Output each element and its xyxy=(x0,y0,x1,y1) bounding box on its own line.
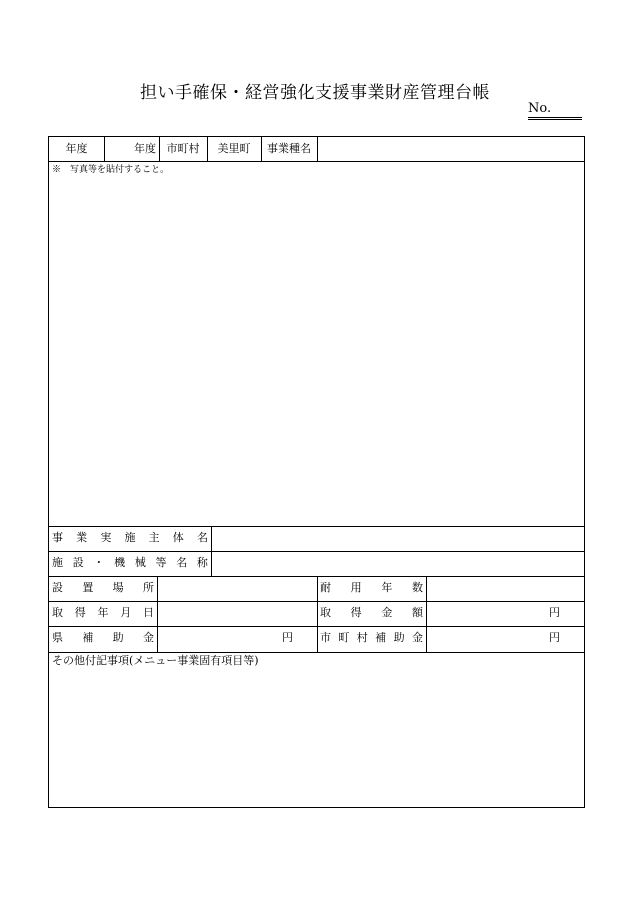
facility-name-label xyxy=(49,551,211,576)
label-char: 数 xyxy=(411,581,423,594)
label-char: 施 xyxy=(124,531,136,544)
municipal-subsidy-label xyxy=(317,626,426,652)
implementing-body-label xyxy=(49,526,211,551)
label-char: 額 xyxy=(411,606,423,619)
fiscal-year-cell-2[interactable]: 年度 xyxy=(134,142,156,155)
photo-area[interactable] xyxy=(49,177,584,526)
label-char: 置 xyxy=(82,581,94,594)
label-char: 補 xyxy=(82,631,94,644)
acquisition-date-field[interactable] xyxy=(157,601,317,626)
label-char: 取 xyxy=(320,606,331,619)
municipality-value[interactable]: 美里町 xyxy=(217,142,251,155)
municipal-subsidy-text xyxy=(317,626,426,650)
implementing-body-field[interactable] xyxy=(211,526,584,551)
label-char: 設 xyxy=(52,581,63,594)
service-life-field[interactable] xyxy=(426,576,584,601)
notes-label: その他付記事項(メニュー事業固有項目等) xyxy=(52,654,259,667)
acquisition-date-label xyxy=(49,601,157,626)
ledger-form xyxy=(48,136,585,808)
label-char: 名 xyxy=(176,556,188,569)
label-char: 助 xyxy=(112,631,124,644)
label-char: 機 xyxy=(114,556,126,569)
service-life-label xyxy=(317,576,426,601)
label-char: 市 xyxy=(320,631,331,644)
prefecture-subsidy-label xyxy=(49,626,157,652)
label-char: 月 xyxy=(120,606,132,619)
label-char: 主 xyxy=(148,531,160,544)
label-char: 金 xyxy=(142,631,154,644)
label-char: 金 xyxy=(381,606,393,619)
label-char: 日 xyxy=(143,606,154,619)
label-char: 補 xyxy=(375,631,387,644)
project-type-label: 事業種名 xyxy=(267,142,311,155)
municipality-label: 市町村 xyxy=(166,142,200,155)
acquisition-date-text xyxy=(49,601,157,625)
label-char: 耐 xyxy=(320,581,331,594)
label-char: ・ xyxy=(93,556,105,569)
project-type-value[interactable] xyxy=(317,137,585,161)
fiscal-year-cell-1[interactable]: 年度 xyxy=(65,142,88,155)
label-char: 得 xyxy=(350,606,362,619)
acquisition-amount-field[interactable]: 円 xyxy=(549,606,560,619)
label-char: 体 xyxy=(172,531,184,544)
prefecture-subsidy-text xyxy=(49,626,157,650)
label-char: 所 xyxy=(142,581,154,594)
photo-note: ※ 写真等を貼付すること。 xyxy=(52,165,170,175)
label-char: 実 xyxy=(100,531,112,544)
page-title: 担い手確保・経営強化支援事業財産管理台帳 xyxy=(140,83,490,103)
location-label xyxy=(49,576,157,601)
municipal-subsidy-field[interactable]: 円 xyxy=(549,631,560,644)
implementing-body-text xyxy=(49,526,211,550)
location-field[interactable] xyxy=(157,576,317,601)
prefecture-subsidy-field[interactable]: 円 xyxy=(282,631,293,644)
label-char: 事 xyxy=(52,531,63,544)
label-char: 助 xyxy=(393,631,405,644)
label-char: 施 xyxy=(52,556,63,569)
acquisition-amount-text xyxy=(317,601,426,625)
label-char: 年 xyxy=(381,581,393,594)
label-char: 得 xyxy=(74,606,86,619)
label-char: 称 xyxy=(196,556,208,569)
label-char: 場 xyxy=(112,581,124,594)
service-life-text xyxy=(317,576,426,600)
notes-area[interactable] xyxy=(49,670,584,807)
label-char: 設 xyxy=(72,556,84,569)
label-char: 業 xyxy=(76,531,88,544)
label-char: 県 xyxy=(52,631,63,644)
facility-name-field[interactable] xyxy=(211,551,584,576)
label-char: 村 xyxy=(356,631,368,644)
label-char: 町 xyxy=(338,631,350,644)
label-char: 名 xyxy=(196,531,208,544)
label-char: 械 xyxy=(134,556,146,569)
acquisition-amount-label xyxy=(317,601,426,626)
location-text xyxy=(49,576,157,600)
ledger-number: No. xyxy=(528,101,582,120)
label-char: 金 xyxy=(411,631,423,644)
facility-name-text xyxy=(49,551,211,575)
label-char: 年 xyxy=(97,606,109,619)
label-char: 取 xyxy=(52,606,63,619)
label-char: 等 xyxy=(155,556,167,569)
label-char: 用 xyxy=(350,581,362,594)
